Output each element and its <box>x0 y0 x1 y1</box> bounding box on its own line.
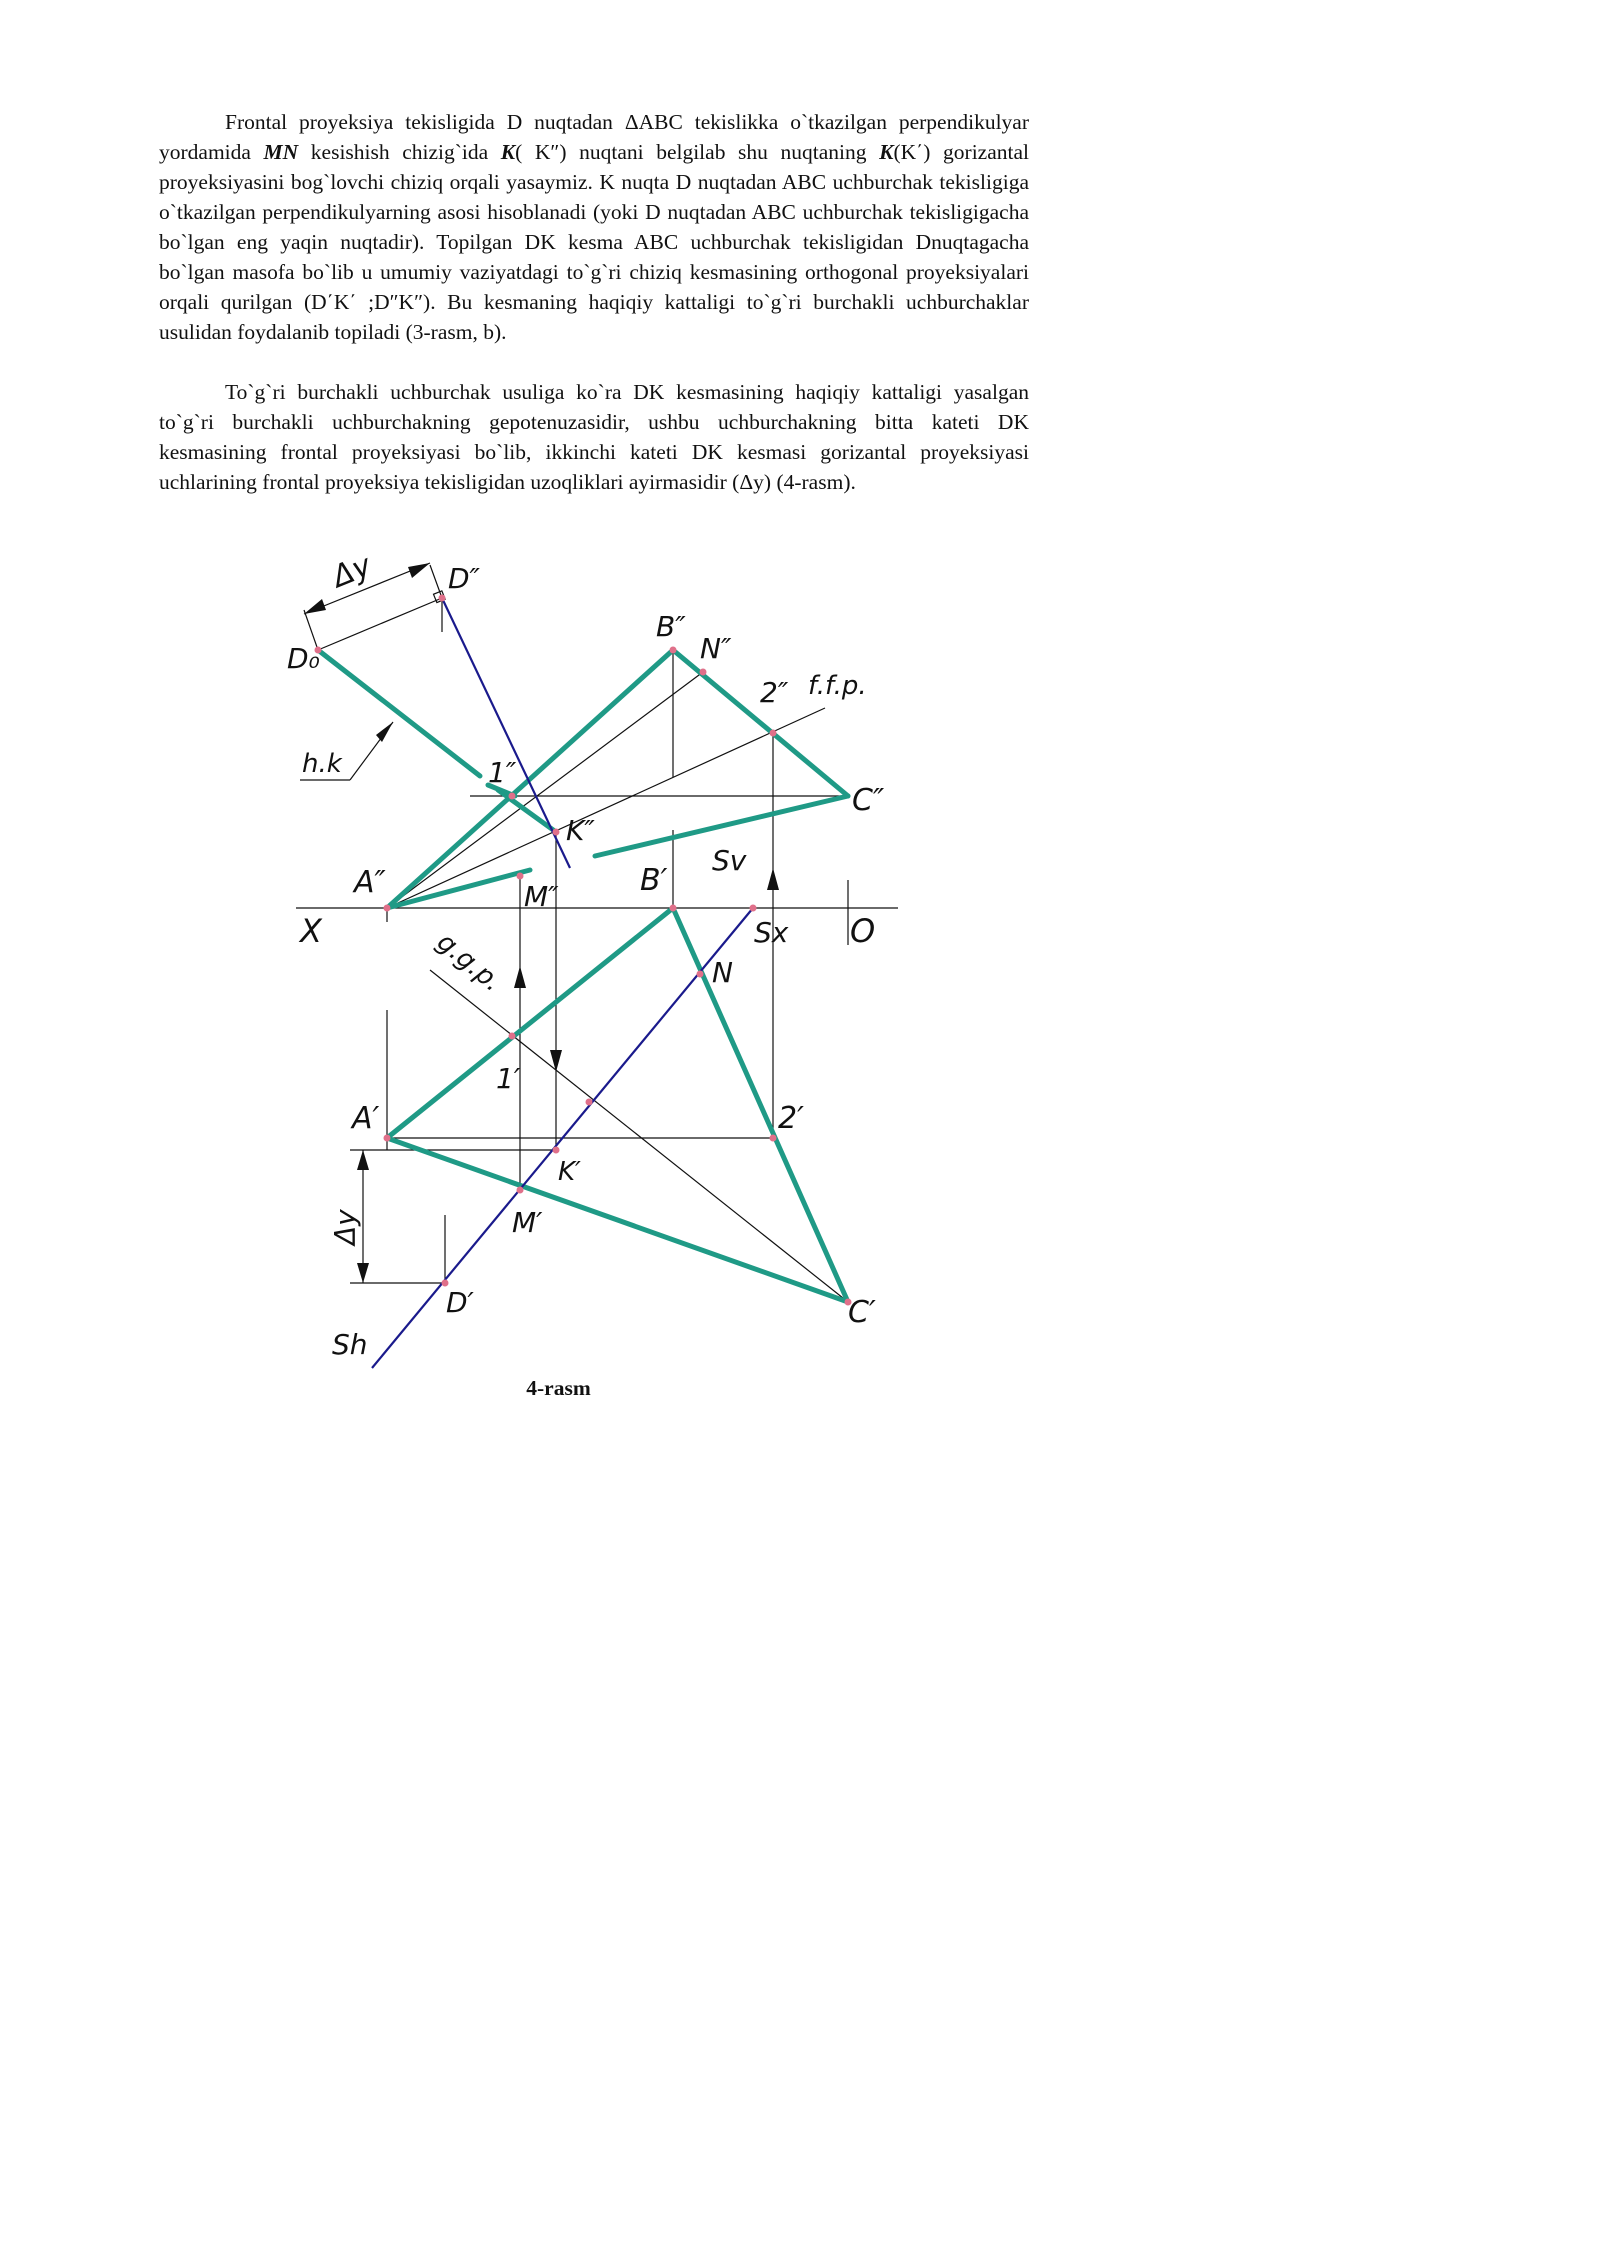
label-d0: D₀ <box>287 642 320 675</box>
label-b1: B′ <box>640 863 668 898</box>
label-sv: Sv <box>712 844 747 877</box>
label-k2: K″ <box>566 814 595 847</box>
label-delta-y-top: Δy <box>327 548 377 595</box>
p1-text-b: kesishish chizig`ida <box>298 140 501 164</box>
label-one1: 1′ <box>496 1062 521 1095</box>
label-hk: h.k <box>302 749 342 779</box>
label-d1: D′ <box>446 1286 474 1319</box>
label-d2: D″ <box>448 562 481 595</box>
label-sh: Sh <box>332 1328 368 1361</box>
label-a1: A′ <box>352 1101 380 1136</box>
label-a2: A″ <box>354 865 386 900</box>
arrows <box>304 563 779 1283</box>
figure-labels <box>287 548 885 1361</box>
label-sx: Sx <box>754 916 789 949</box>
figure-caption: 4-rasm <box>526 1376 591 1400</box>
paragraph-2: To`g`ri burchakli uchburchak usuliga ko`ra DK kesmasining haqiqiy kattaligi yasalgan to`g`ri burchakli uchburchakning gepotenuzasidir, ushbu uchburchakning bitta kateti DK kesmasining frontal proyeksiyasi bo`lib, ikkinchi kateti DK kesmasi gorizantal proyeksiyasi uchlarining frontal proyeksiya tekisligidan uzoqliklari ayirmasidir (Δy) (4-rasm). <box>159 380 1029 494</box>
p1-text-a: Frontal proyeksiya tekisligida D nuqtadan ΔABC tekislikka o`tkazilgan perpendikulyar yordamida <box>159 110 1029 164</box>
p1-k2: K <box>879 140 894 164</box>
label-b2: B″ <box>656 610 686 643</box>
p1-text-c: ( K″) nuqtani belgilab shu nuqtaning <box>515 140 880 164</box>
p1-mn: MN <box>263 140 299 164</box>
label-two2: 2″ <box>760 676 789 709</box>
perpendiculars <box>372 598 753 1368</box>
perp-frontal <box>442 598 570 868</box>
projection-figure <box>280 540 920 1380</box>
label-c1: C′ <box>848 1295 876 1330</box>
label-two1: 2′ <box>778 1101 804 1136</box>
ffp-line <box>387 708 825 908</box>
label-n1: N <box>712 956 733 989</box>
label-k1: K′ <box>558 1157 581 1187</box>
d0-line <box>318 650 480 776</box>
label-m1: M′ <box>512 1206 543 1239</box>
label-delta-y-bottom: Δy <box>329 1209 362 1245</box>
p1-k: K <box>500 140 516 164</box>
label-ggp: g.g.p. <box>431 927 508 998</box>
label-one2: 1″ <box>488 756 517 789</box>
label-x: X <box>300 912 322 950</box>
label-ffp: f.f.p. <box>808 671 867 701</box>
label-m2: M″ <box>524 880 559 913</box>
label-o: O <box>850 912 876 950</box>
label-n2: N″ <box>700 632 732 665</box>
paragraph-1 <box>159 107 1029 347</box>
label-c2: C″ <box>852 783 885 818</box>
p1-text-d: (K΄) gorizantal proyeksiyasini bog`lovchi chiziq orqali yasaymiz. K nuqta D nuqtadan ABC uchburchak tekisligiga o`tkazilgan perpendikulyarning asosi hisoblanadi (yoki D nuqtadan ABC uchburchak tekisligigacha bo`lgan eng yaqin nuqtadir). Topilgan DK kesma ABC uchburchak tekisligidan Dnuqtagacha bo`lgan masofa bo`lib u umumiy vaziyatdagi to`g`ri chiziq kesmasining orthogonal proyeksiyalari orqali qurilgan (D΄K΄ ;D″K″). Bu kesmaning haqiqiy kattaligi to`g`ri burchakli uchburchaklar usulidan foydalanib topiladi (3-rasm, b). <box>159 140 1029 344</box>
ggp-line <box>430 970 848 1302</box>
